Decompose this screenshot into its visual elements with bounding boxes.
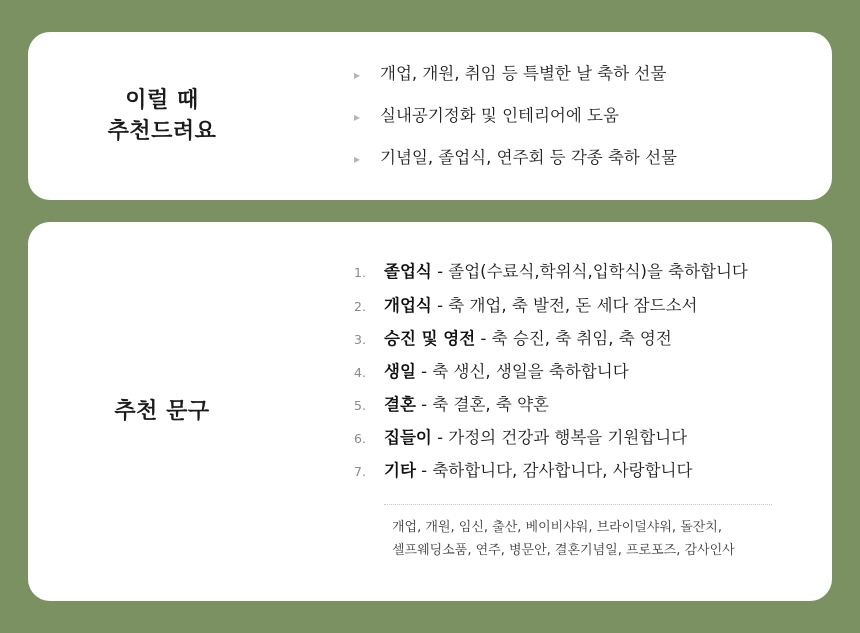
list-desc: - 가정의 건강과 행복을 기원합니다	[437, 427, 688, 447]
list-item	[354, 459, 798, 482]
triangle-right-icon: ▸	[354, 68, 361, 83]
list-term: 집들이	[384, 427, 432, 447]
list-desc: - 졸업(수료식,학위식,입학식)을 축하합니다	[437, 262, 748, 282]
list-item	[354, 146, 798, 170]
list-item	[354, 426, 798, 449]
phrase-list	[354, 260, 798, 492]
recommend-phrases-label-text	[114, 396, 209, 427]
section-divider	[384, 504, 772, 505]
list-term: 개업식	[384, 295, 432, 315]
list-item	[354, 104, 798, 128]
list-term: 결혼	[384, 394, 416, 414]
list-body	[384, 360, 629, 383]
footnote	[354, 517, 798, 563]
triangle-right-icon: ▸	[354, 151, 361, 166]
recommend-phrases-label-line-1: 추천 문구	[114, 398, 210, 424]
list-item	[354, 327, 798, 350]
list-number: 5.	[354, 397, 366, 413]
list-desc: - 축 개업, 축 발전, 돈 세다 잠드소서	[437, 295, 698, 315]
footnote-line: 셀프웨딩소품, 연주, 병문안, 결혼기념일, 프로포즈, 감사인사	[392, 542, 735, 558]
list-item	[354, 294, 798, 317]
list-number: 1.	[354, 265, 366, 281]
list-number: 7.	[354, 463, 366, 479]
recommend-when-label-text	[108, 85, 217, 147]
recommend-when-label	[28, 32, 296, 200]
list-item	[354, 393, 798, 416]
bullet-text: 기념일, 졸업식, 연주회 등 각종 축하 선물	[380, 147, 677, 167]
recommend-phrases-card	[28, 222, 832, 601]
footnote-line: 개업, 개원, 임신, 출산, 베이비샤워, 브라이덜샤워, 돌잔치,	[392, 520, 722, 536]
list-desc: - 축 결혼, 축 약혼	[421, 394, 549, 414]
list-body	[384, 426, 687, 449]
recommend-phrases-content	[296, 222, 832, 601]
list-body	[384, 294, 697, 317]
list-desc: - 축 생신, 생일을 축하합니다	[421, 361, 629, 381]
list-body	[384, 327, 672, 350]
recommend-when-label-line-1: 이럴 때	[125, 87, 199, 113]
list-desc: - 축 승진, 축 취임, 축 영전	[480, 328, 672, 348]
list-item	[354, 260, 798, 283]
list-term: 졸업식	[384, 262, 432, 282]
recommend-when-list	[296, 32, 832, 200]
list-term: 승진 및 영전	[384, 328, 476, 348]
list-item	[354, 360, 798, 383]
recommend-when-label-line-2: 추천드려요	[107, 119, 217, 144]
list-body	[384, 459, 692, 482]
recommend-when-card	[28, 32, 832, 200]
list-term: 생일	[384, 361, 416, 381]
list-body	[384, 260, 748, 283]
list-body	[384, 393, 549, 416]
recommend-phrases-label	[28, 222, 296, 601]
list-term: 기타	[384, 460, 416, 480]
bullet-text: 개업, 개원, 취임 등 특별한 날 축하 선물	[380, 64, 667, 84]
list-number: 2.	[354, 298, 366, 314]
triangle-right-icon: ▸	[354, 109, 361, 124]
bullet-text: 실내공기정화 및 인테리어에 도움	[380, 106, 619, 126]
list-number: 3.	[354, 331, 366, 347]
list-number: 4.	[354, 364, 366, 380]
list-desc: - 축하합니다, 감사합니다, 사랑합니다	[421, 460, 693, 480]
list-number: 6.	[354, 430, 366, 446]
list-item	[354, 62, 798, 86]
